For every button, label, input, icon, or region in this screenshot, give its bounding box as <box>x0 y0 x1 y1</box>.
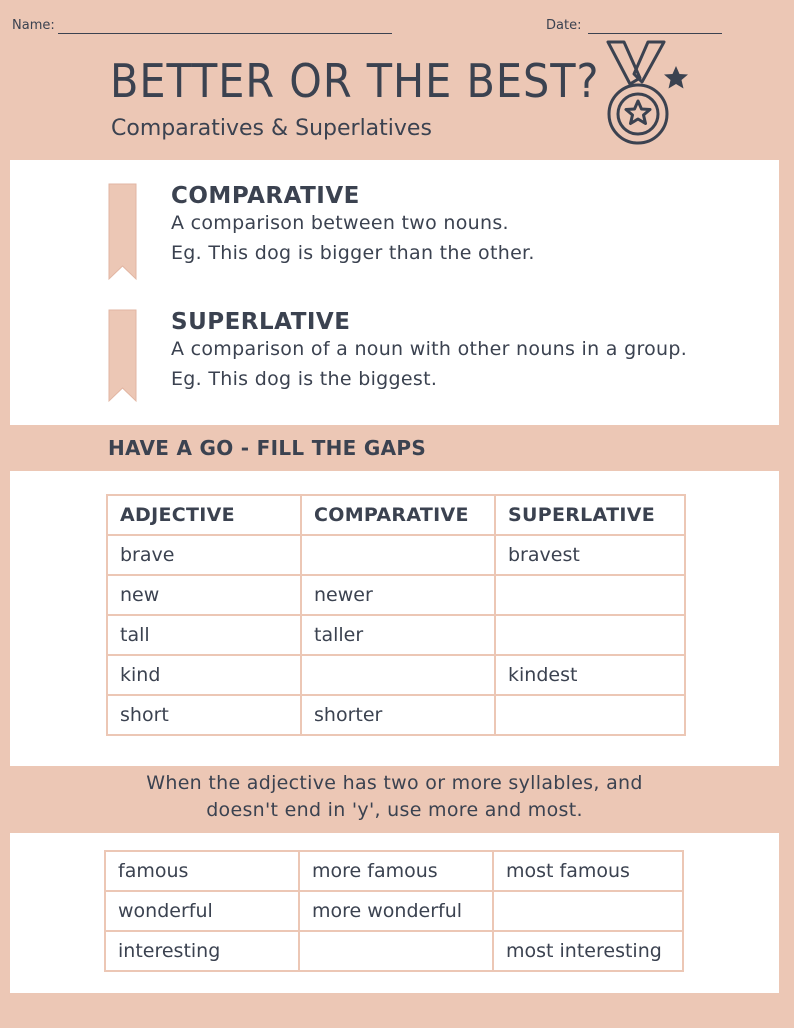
adjective-cell: short <box>107 695 301 735</box>
table-row <box>107 535 685 575</box>
table-row <box>107 655 685 695</box>
column-header: COMPARATIVE <box>301 495 495 535</box>
comparative-cell[interactable] <box>301 535 495 575</box>
definition-example: Eg. This dog is bigger than the other. <box>171 242 535 264</box>
column-header: SUPERLATIVE <box>495 495 685 535</box>
definition-term: SUPERLATIVE <box>171 309 351 335</box>
adjective-cell: famous <box>105 851 299 891</box>
adjective-cell: tall <box>107 615 301 655</box>
exercise-heading: HAVE A GO - FILL THE GAPS <box>108 436 427 460</box>
definition-term: COMPARATIVE <box>171 183 360 209</box>
table-header-row <box>107 495 685 535</box>
date-label: Date: <box>546 18 582 33</box>
comparative-cell[interactable] <box>301 655 495 695</box>
exercise-table <box>106 494 686 736</box>
page-title: BETTER OR THE BEST? <box>110 54 600 108</box>
page-subtitle: Comparatives & Superlatives <box>111 116 432 141</box>
medal-icon <box>600 38 694 148</box>
rule-note <box>10 770 779 824</box>
definition-example: Eg. This dog is the biggest. <box>171 368 438 390</box>
table-row <box>105 891 683 931</box>
comparative-cell[interactable] <box>299 931 493 971</box>
bookmark-icon <box>108 309 138 403</box>
rule-line: When the adjective has two or more syllables, and <box>146 772 643 794</box>
superlative-cell[interactable] <box>495 615 685 655</box>
bookmark-icon <box>108 183 138 281</box>
superlative-cell: kindest <box>495 655 685 695</box>
comparative-cell: shorter <box>301 695 495 735</box>
table-row <box>105 931 683 971</box>
superlative-cell[interactable] <box>495 695 685 735</box>
adjective-cell: kind <box>107 655 301 695</box>
superlative-cell: most interesting <box>493 931 683 971</box>
table-row <box>107 695 685 735</box>
name-field[interactable] <box>58 33 392 34</box>
adjective-cell: new <box>107 575 301 615</box>
definition-meaning: A comparison between two nouns. <box>171 212 509 234</box>
column-header: ADJECTIVE <box>107 495 301 535</box>
comparative-cell: taller <box>301 615 495 655</box>
definition-meaning: A comparison of a noun with other nouns in a group. <box>171 338 688 360</box>
comparative-cell: more famous <box>299 851 493 891</box>
superlative-cell: most famous <box>493 851 683 891</box>
exercise2-table <box>104 850 684 972</box>
table-row <box>107 615 685 655</box>
table-row <box>105 851 683 891</box>
superlative-cell[interactable] <box>493 891 683 931</box>
superlative-cell: bravest <box>495 535 685 575</box>
rule-line: doesn't end in 'y', use more and most. <box>206 799 583 821</box>
superlative-cell[interactable] <box>495 575 685 615</box>
name-label: Name: <box>12 18 55 33</box>
adjective-cell: wonderful <box>105 891 299 931</box>
comparative-cell: newer <box>301 575 495 615</box>
date-field[interactable] <box>588 33 722 34</box>
adjective-cell: interesting <box>105 931 299 971</box>
adjective-cell: brave <box>107 535 301 575</box>
table-row <box>107 575 685 615</box>
comparative-cell: more wonderful <box>299 891 493 931</box>
